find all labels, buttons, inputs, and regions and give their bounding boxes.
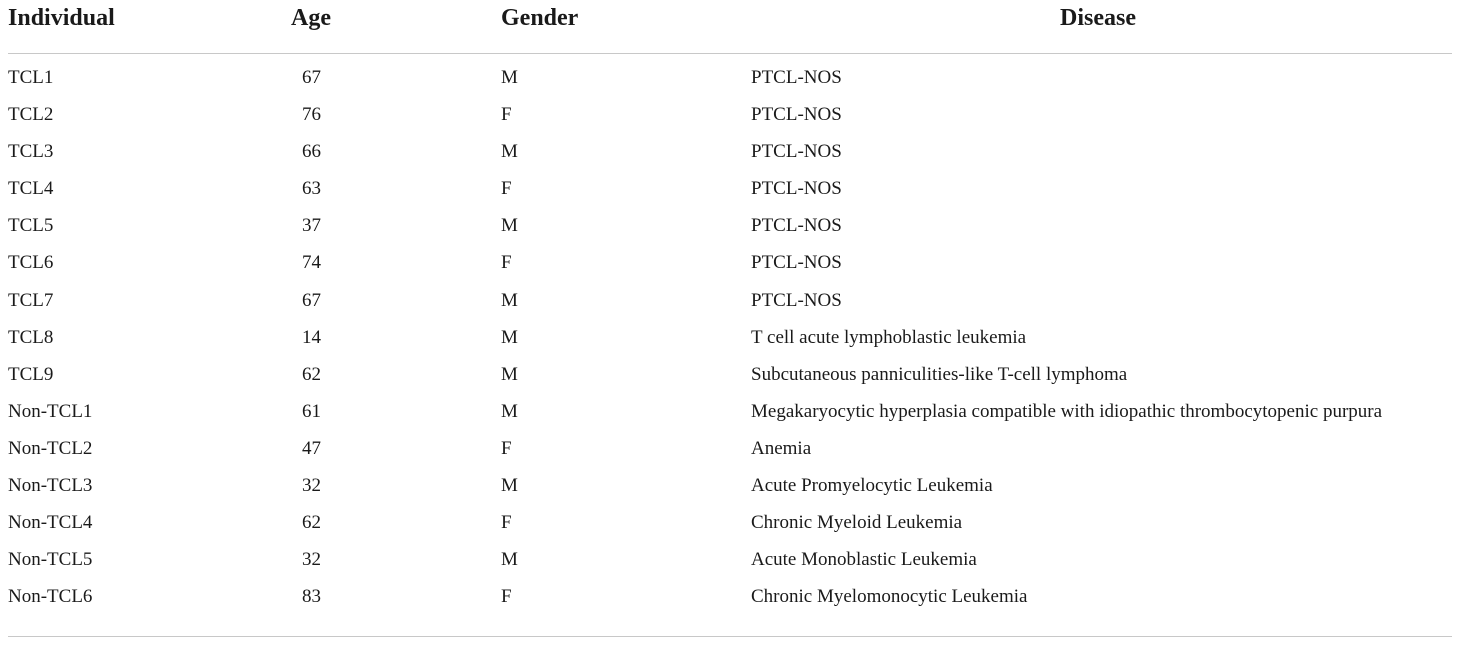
cell-individual: Non-TCL5 (8, 549, 93, 571)
table-row (0, 585, 1460, 622)
cell-disease: PTCL-NOS (751, 178, 842, 200)
cell-gender: M (501, 549, 518, 571)
cell-gender: F (501, 252, 512, 274)
cell-gender: F (501, 104, 512, 126)
cell-age: 74 (302, 252, 321, 274)
cell-disease: Subcutaneous panniculities-like T-cell lymphoma (751, 363, 1128, 385)
cell-individual: Non-TCL1 (8, 400, 93, 422)
cell-age: 47 (302, 437, 321, 459)
cell-individual: TCL2 (8, 104, 54, 126)
cell-age: 14 (302, 326, 321, 348)
cell-gender: M (501, 475, 518, 497)
cell-individual: TCL5 (8, 215, 54, 237)
table-header (0, 0, 1460, 40)
table-row (0, 548, 1460, 585)
table-bottom-divider (8, 636, 1452, 637)
cell-age: 32 (302, 549, 321, 571)
cell-gender: M (501, 363, 518, 385)
table-row (0, 140, 1460, 177)
cell-individual: Non-TCL3 (8, 475, 93, 497)
cell-disease: PTCL-NOS (751, 252, 842, 274)
table-row (0, 437, 1460, 474)
cell-disease: Acute Monoblastic Leukemia (751, 549, 977, 571)
cell-disease: PTCL-NOS (751, 289, 842, 311)
cell-disease: Megakaryocytic hyperplasia compatible with idiopathic thrombocytopenic purpura (751, 400, 1383, 422)
cell-age: 67 (302, 67, 321, 88)
cell-disease: PTCL-NOS (751, 104, 842, 126)
cell-age: 61 (302, 400, 321, 422)
cell-individual: TCL6 (8, 252, 54, 274)
table-body (0, 66, 1460, 622)
header-age: Age (291, 5, 331, 31)
cell-gender: F (501, 178, 512, 200)
table-row (0, 400, 1460, 437)
cell-age: 62 (302, 512, 321, 534)
cell-age: 37 (302, 215, 321, 237)
cell-individual: TCL1 (8, 67, 54, 88)
cell-age: 62 (302, 363, 321, 385)
table-row (0, 474, 1460, 511)
cell-gender: M (501, 67, 518, 88)
cell-gender: F (501, 586, 512, 608)
table-row (0, 177, 1460, 214)
table-row (0, 214, 1460, 251)
cell-individual: TCL4 (8, 178, 54, 200)
table-row (0, 363, 1460, 400)
table-row (0, 289, 1460, 326)
cell-age: 67 (302, 289, 321, 311)
cell-disease: Anemia (751, 437, 812, 459)
cell-disease: PTCL-NOS (751, 215, 842, 237)
cell-age: 66 (302, 141, 321, 163)
cell-disease: PTCL-NOS (751, 67, 842, 88)
cell-gender: F (501, 437, 512, 459)
cell-disease: Chronic Myelomonocytic Leukemia (751, 586, 1028, 608)
cell-age: 83 (302, 586, 321, 608)
cell-individual: Non-TCL4 (8, 512, 93, 534)
cell-age: 63 (302, 178, 321, 200)
table-row (0, 326, 1460, 363)
cell-gender: M (501, 400, 518, 422)
table-row (0, 103, 1460, 140)
cell-individual: TCL9 (8, 363, 54, 385)
cell-individual: TCL7 (8, 289, 54, 311)
cell-gender: F (501, 512, 512, 534)
cell-age: 32 (302, 475, 321, 497)
header-individual: Individual (8, 5, 115, 31)
cell-individual: TCL3 (8, 141, 54, 163)
header-disease: Disease (1060, 5, 1136, 31)
cell-disease: T cell acute lymphoblastic leukemia (751, 326, 1027, 348)
cell-disease: Chronic Myeloid Leukemia (751, 512, 963, 534)
header-gender: Gender (501, 5, 579, 31)
cell-gender: M (501, 289, 518, 311)
cell-gender: M (501, 141, 518, 163)
cell-disease: PTCL-NOS (751, 141, 842, 163)
table-row (0, 66, 1460, 103)
cell-gender: M (501, 326, 518, 348)
cell-individual: TCL8 (8, 326, 54, 348)
cell-individual: Non-TCL6 (8, 586, 93, 608)
table-row (0, 511, 1460, 548)
cell-gender: M (501, 215, 518, 237)
cell-individual: Non-TCL2 (8, 437, 93, 459)
cell-disease: Acute Promyelocytic Leukemia (751, 475, 993, 497)
cell-age: 76 (302, 104, 321, 126)
header-divider (8, 53, 1452, 54)
table-row (0, 251, 1460, 288)
